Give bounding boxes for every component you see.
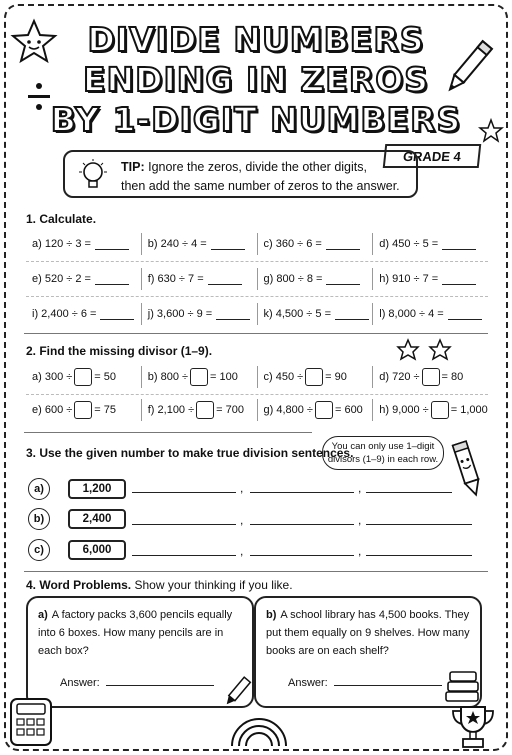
answer-box[interactable]	[74, 368, 92, 386]
given-number: 6,000	[68, 540, 126, 560]
tip-box	[63, 150, 418, 198]
comma: ,	[240, 513, 244, 527]
tip-label: TIP:	[121, 160, 145, 174]
answer-line[interactable]	[132, 524, 236, 525]
answer-box[interactable]	[305, 368, 323, 386]
tip-line-1: Ignore the zeros, divide the other digits,	[148, 160, 367, 174]
pencil-icon	[222, 676, 252, 708]
answer-box[interactable]	[422, 368, 440, 386]
comma: ,	[358, 481, 362, 495]
calculator-icon	[8, 696, 54, 748]
comma: ,	[240, 481, 244, 495]
divisor-item: a) 300 ÷ = 50	[26, 366, 142, 388]
calc-item[interactable]: a) 120 ÷ 3 =	[26, 233, 142, 255]
divisor-item: d) 720 ÷ = 80	[373, 366, 488, 388]
section-divider	[24, 571, 488, 572]
word-problem-b: b) A school library has 4,500 books. They put them equally on 9 shelves. How many books are on each shelf? Answer:	[254, 596, 482, 708]
rainbow-icon	[226, 712, 292, 750]
calc-item[interactable]: i) 2,400 ÷ 6 =	[26, 303, 142, 325]
divisor-item: e) 600 ÷ = 75	[26, 399, 142, 421]
section-divider	[24, 333, 488, 334]
lightbulb-icon	[77, 158, 109, 192]
pencil-icon	[438, 36, 498, 100]
problem-text: A school library has 4,500 books. They put them equally on 9 shelves. How many books are on each shelf?	[266, 609, 470, 657]
divisor-item: c) 450 ÷ = 90	[258, 366, 374, 388]
calc-item[interactable]: d) 450 ÷ 5 =	[373, 233, 488, 255]
answer-box[interactable]	[196, 401, 214, 419]
answer-line[interactable]	[132, 555, 236, 556]
word-problem-a: a) A factory packs 3,600 pencils equally into 6 boxes. How many pencils are in each box? Answer:	[26, 596, 254, 708]
answer-box[interactable]	[190, 368, 208, 386]
books-icon	[442, 668, 482, 704]
title-line-3: BY 1-DIGIT NUMBERS	[50, 100, 462, 139]
divisor-row-2	[26, 399, 488, 421]
sentence-row-c	[28, 537, 490, 563]
item-label: b)	[28, 508, 50, 530]
section-4-heading: 4. Word Problems. Show your thinking if you like.	[26, 578, 293, 592]
calc-row-2	[26, 268, 488, 290]
divisor-item: g) 4,800 ÷ = 600	[258, 399, 374, 421]
title-line-1: DIVIDE NUMBERS	[87, 20, 425, 59]
comma: ,	[358, 513, 362, 527]
item-label: a)	[28, 478, 50, 500]
section-3-heading: 3. Use the given number to make true division sentences.	[26, 446, 354, 460]
calc-item[interactable]: j) 3,600 ÷ 9 =	[142, 303, 258, 325]
answer-line[interactable]	[250, 555, 354, 556]
answer-line[interactable]	[366, 555, 472, 556]
divisor-item: b) 800 ÷ = 100	[142, 366, 258, 388]
answer-line[interactable]	[250, 492, 354, 493]
answer-line[interactable]	[366, 492, 452, 493]
calc-item[interactable]: k) 4,500 ÷ 5 =	[258, 303, 374, 325]
calc-item[interactable]: e) 520 ÷ 2 =	[26, 268, 142, 290]
row-separator	[26, 261, 488, 262]
answer-field[interactable]: Answer:	[60, 674, 214, 692]
given-number: 1,200	[68, 479, 126, 499]
answer-box[interactable]	[431, 401, 449, 419]
divisor-item: f) 2,100 ÷ = 700	[142, 399, 258, 421]
answer-box[interactable]	[74, 401, 92, 419]
star-icon	[396, 338, 460, 362]
calc-item[interactable]: f) 630 ÷ 7 =	[142, 268, 258, 290]
section-2-heading: 2. Find the missing divisor (1–9).	[26, 344, 213, 358]
row-separator	[26, 394, 488, 395]
given-number: 2,400	[68, 509, 126, 529]
section-1-heading: 1. Calculate.	[26, 212, 97, 226]
answer-box[interactable]	[315, 401, 333, 419]
answer-line[interactable]	[132, 492, 236, 493]
calc-item[interactable]: c) 360 ÷ 6 =	[258, 233, 374, 255]
divisor-item: h) 9,000 ÷ = 1,000	[373, 399, 488, 421]
star-icon	[478, 118, 504, 144]
row-separator	[26, 296, 488, 297]
division-sign-icon	[26, 80, 52, 114]
calc-item[interactable]: b) 240 ÷ 4 =	[142, 233, 258, 255]
answer-line[interactable]	[366, 524, 472, 525]
answer-line[interactable]	[250, 524, 354, 525]
calc-item[interactable]: g) 800 ÷ 8 =	[258, 268, 374, 290]
divisor-row-1	[26, 366, 488, 388]
section-divider	[24, 432, 312, 433]
answer-field[interactable]: Answer:	[288, 674, 442, 692]
calc-item[interactable]: l) 8,000 ÷ 4 =	[373, 303, 488, 325]
title-line-2: ENDING IN ZEROS	[82, 60, 430, 99]
comma: ,	[358, 544, 362, 558]
calc-item[interactable]: h) 910 ÷ 7 =	[373, 268, 488, 290]
problem-text: A factory packs 3,600 pencils equally into 6 boxes. How many pencils are in each box?	[38, 609, 233, 657]
tip-line-2: then add the same number of zeros to the answer.	[121, 179, 400, 193]
item-label: c)	[28, 539, 50, 561]
calc-row-3	[26, 303, 488, 325]
calc-row-1	[26, 233, 488, 255]
star-icon	[10, 18, 58, 64]
sentence-row-a	[28, 476, 490, 502]
comma: ,	[240, 544, 244, 558]
grade-badge: GRADE 4	[383, 144, 482, 168]
sentence-row-b	[28, 506, 490, 532]
hint-bubble: You can only use 1–digit divisors (1–9) in each row.	[322, 436, 444, 470]
trophy-icon	[448, 704, 498, 750]
